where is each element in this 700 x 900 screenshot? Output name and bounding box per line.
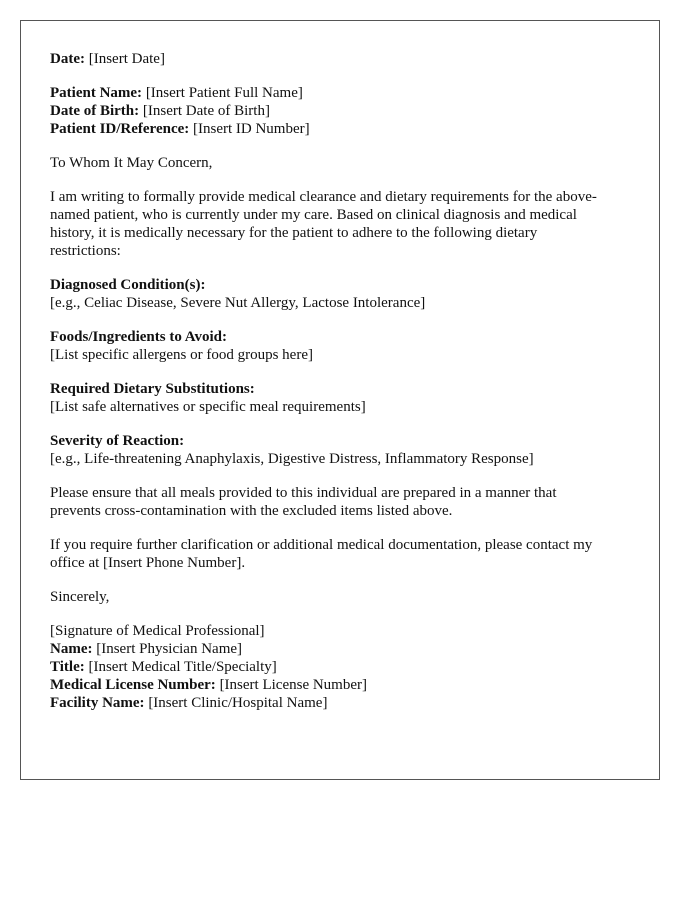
section-text: [e.g., Celiac Disease, Severe Nut Allergy, Lactose Intolerance]	[50, 295, 426, 311]
letter-content	[50, 50, 635, 728]
patient-id-value: [Insert ID Number]	[193, 121, 310, 137]
intro-paragraph	[50, 188, 635, 260]
date-line	[50, 50, 635, 68]
closing: Sincerely,	[50, 589, 110, 605]
facility-name-label: Facility Name:	[50, 695, 145, 711]
section-heading: Diagnosed Condition(s):	[50, 277, 206, 293]
patient-dob-label: Date of Birth:	[50, 103, 140, 119]
closing-block	[50, 588, 635, 606]
intro-line: history, it is medically necessary for the patient to adhere to the following dietary	[50, 225, 538, 241]
contact-line: office at [Insert Phone Number].	[50, 555, 246, 571]
physician-name-value: [Insert Physician Name]	[96, 641, 243, 657]
section-heading: Foods/Ingredients to Avoid:	[50, 329, 227, 345]
section-text: [List safe alternatives or specific meal requirements]	[50, 399, 366, 415]
intro-line: I am writing to formally provide medical clearance and dietary requirements for the above-	[50, 189, 597, 205]
meals-paragraph	[50, 484, 635, 520]
section-foods-to-avoid	[50, 328, 635, 364]
meals-line: prevents cross-contamination with the excluded items listed above.	[50, 503, 453, 519]
patient-name-label: Patient Name:	[50, 85, 143, 101]
physician-name-label: Name:	[50, 641, 93, 657]
facility-name-value: [Insert Clinic/Hospital Name]	[148, 695, 328, 711]
letter-page	[20, 20, 660, 780]
date-block	[50, 50, 635, 68]
facility-name-line	[50, 694, 635, 712]
license-number-line	[50, 676, 635, 694]
physician-title-label: Title:	[50, 659, 85, 675]
section-text: [e.g., Life-threatening Anaphylaxis, Digestive Distress, Inflammatory Response]	[50, 451, 534, 467]
salutation-block	[50, 154, 635, 172]
patient-info-block	[50, 84, 635, 138]
license-number-value: [Insert License Number]	[219, 677, 367, 693]
contact-line: If you require further clarification or additional medical documentation, please contact my	[50, 537, 593, 553]
section-dietary-substitutions	[50, 380, 635, 416]
patient-dob-value: [Insert Date of Birth]	[142, 103, 270, 119]
physician-title-value: [Insert Medical Title/Specialty]	[88, 659, 277, 675]
meals-line: Please ensure that all meals provided to this individual are prepared in a manner that	[50, 485, 557, 501]
section-heading: Required Dietary Substitutions:	[50, 381, 255, 397]
date-label: Date:	[50, 51, 85, 67]
intro-line: named patient, who is currently under my care. Based on clinical diagnosis and medical	[50, 207, 577, 223]
section-heading: Severity of Reaction:	[50, 433, 185, 449]
patient-id-label: Patient ID/Reference:	[50, 121, 190, 137]
patient-id-line	[50, 120, 635, 138]
physician-title-line	[50, 658, 635, 676]
salutation: To Whom It May Concern,	[50, 155, 213, 171]
contact-paragraph	[50, 536, 635, 572]
physician-name-line	[50, 640, 635, 658]
patient-name-line	[50, 84, 635, 102]
date-value: [Insert Date]	[88, 51, 165, 67]
signature-block	[50, 622, 635, 712]
intro-line: restrictions:	[50, 243, 121, 259]
license-number-label: Medical License Number:	[50, 677, 216, 693]
patient-name-value: [Insert Patient Full Name]	[145, 85, 303, 101]
section-text: [List specific allergens or food groups here]	[50, 347, 313, 363]
patient-dob-line	[50, 102, 635, 120]
signature-placeholder: [Signature of Medical Professional]	[50, 623, 265, 639]
section-diagnosed-conditions	[50, 276, 635, 312]
section-severity-of-reaction	[50, 432, 635, 468]
